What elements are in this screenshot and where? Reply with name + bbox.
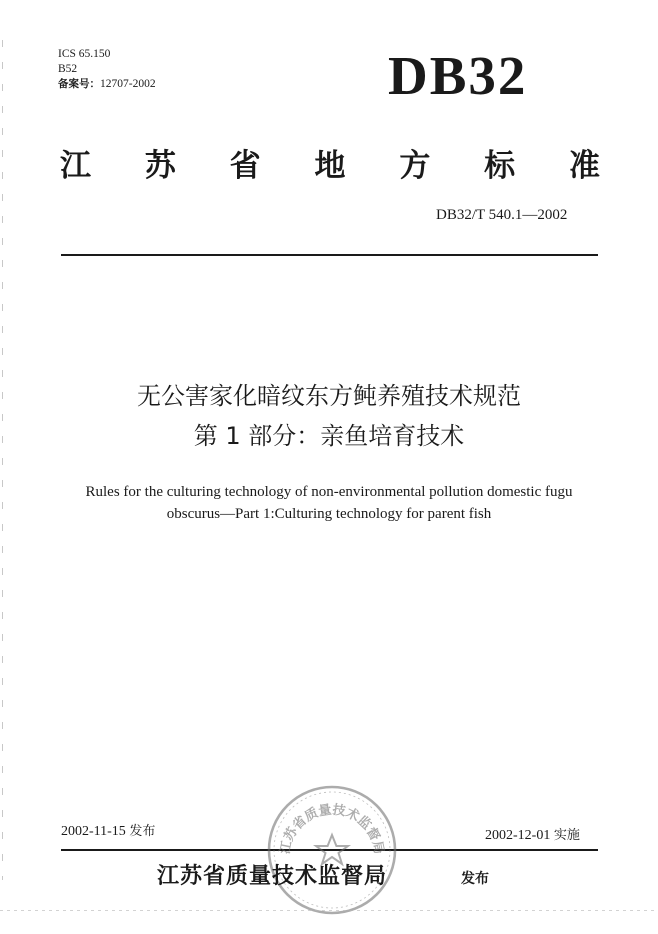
seal-star-icon bbox=[316, 835, 348, 864]
standard-type-char: 标 bbox=[484, 148, 516, 184]
ics-code: ICS 65.150 bbox=[58, 48, 111, 60]
issue-date-block bbox=[61, 823, 155, 841]
standard-type-char: 准 bbox=[568, 148, 600, 184]
issuing-authority: 江苏省质量技术监督局 bbox=[157, 864, 388, 889]
issue-label: 发布 bbox=[129, 824, 156, 839]
implement-label: 实施 bbox=[553, 828, 580, 843]
title-english-line-1: Rules for the culturing technology of non-environmental pollution domestic fugu bbox=[85, 484, 573, 500]
standard-type-char: 地 bbox=[314, 148, 346, 184]
standard-code-logo: DB32 bbox=[388, 45, 528, 106]
implement-date-block bbox=[485, 827, 580, 845]
official-seal-stamp bbox=[265, 783, 399, 917]
standard-type-heading bbox=[60, 146, 600, 186]
title-chinese-line-1: 无公害家化暗纹东方鲀养殖技术规范 bbox=[137, 382, 521, 410]
svg-text:江苏省质量技术监督局 bbox=[278, 801, 387, 856]
standard-type-char: 江 bbox=[60, 148, 91, 184]
filing-label: 备案号： bbox=[58, 78, 100, 90]
standard-type-char: 方 bbox=[399, 148, 431, 184]
seal-text: 江苏省质量技术监督局 bbox=[277, 802, 387, 856]
implement-date: 2002-12-01 bbox=[485, 828, 551, 843]
standard-type-char: 苏 bbox=[144, 148, 176, 184]
classification-block bbox=[58, 47, 156, 92]
issue-date: 2002-11-15 bbox=[61, 824, 126, 839]
filing-number: 12707-2002 bbox=[100, 78, 156, 90]
filing-record bbox=[58, 77, 156, 92]
standard-type-char: 省 bbox=[229, 148, 261, 184]
scan-noise-line bbox=[0, 910, 658, 911]
scan-edge-marks bbox=[2, 40, 3, 880]
category-code: B52 bbox=[58, 63, 78, 75]
issuing-authority-suffix: 发布 bbox=[461, 871, 489, 887]
standard-number: DB32/T 540.1—2002 bbox=[436, 207, 568, 223]
title-english-line-2: obscurus—Part 1:Culturing technology for parent fish bbox=[166, 506, 492, 522]
title-chinese-line-2: 第 1 部分：亲鱼培育技术 bbox=[193, 422, 465, 450]
header-divider bbox=[61, 254, 598, 256]
